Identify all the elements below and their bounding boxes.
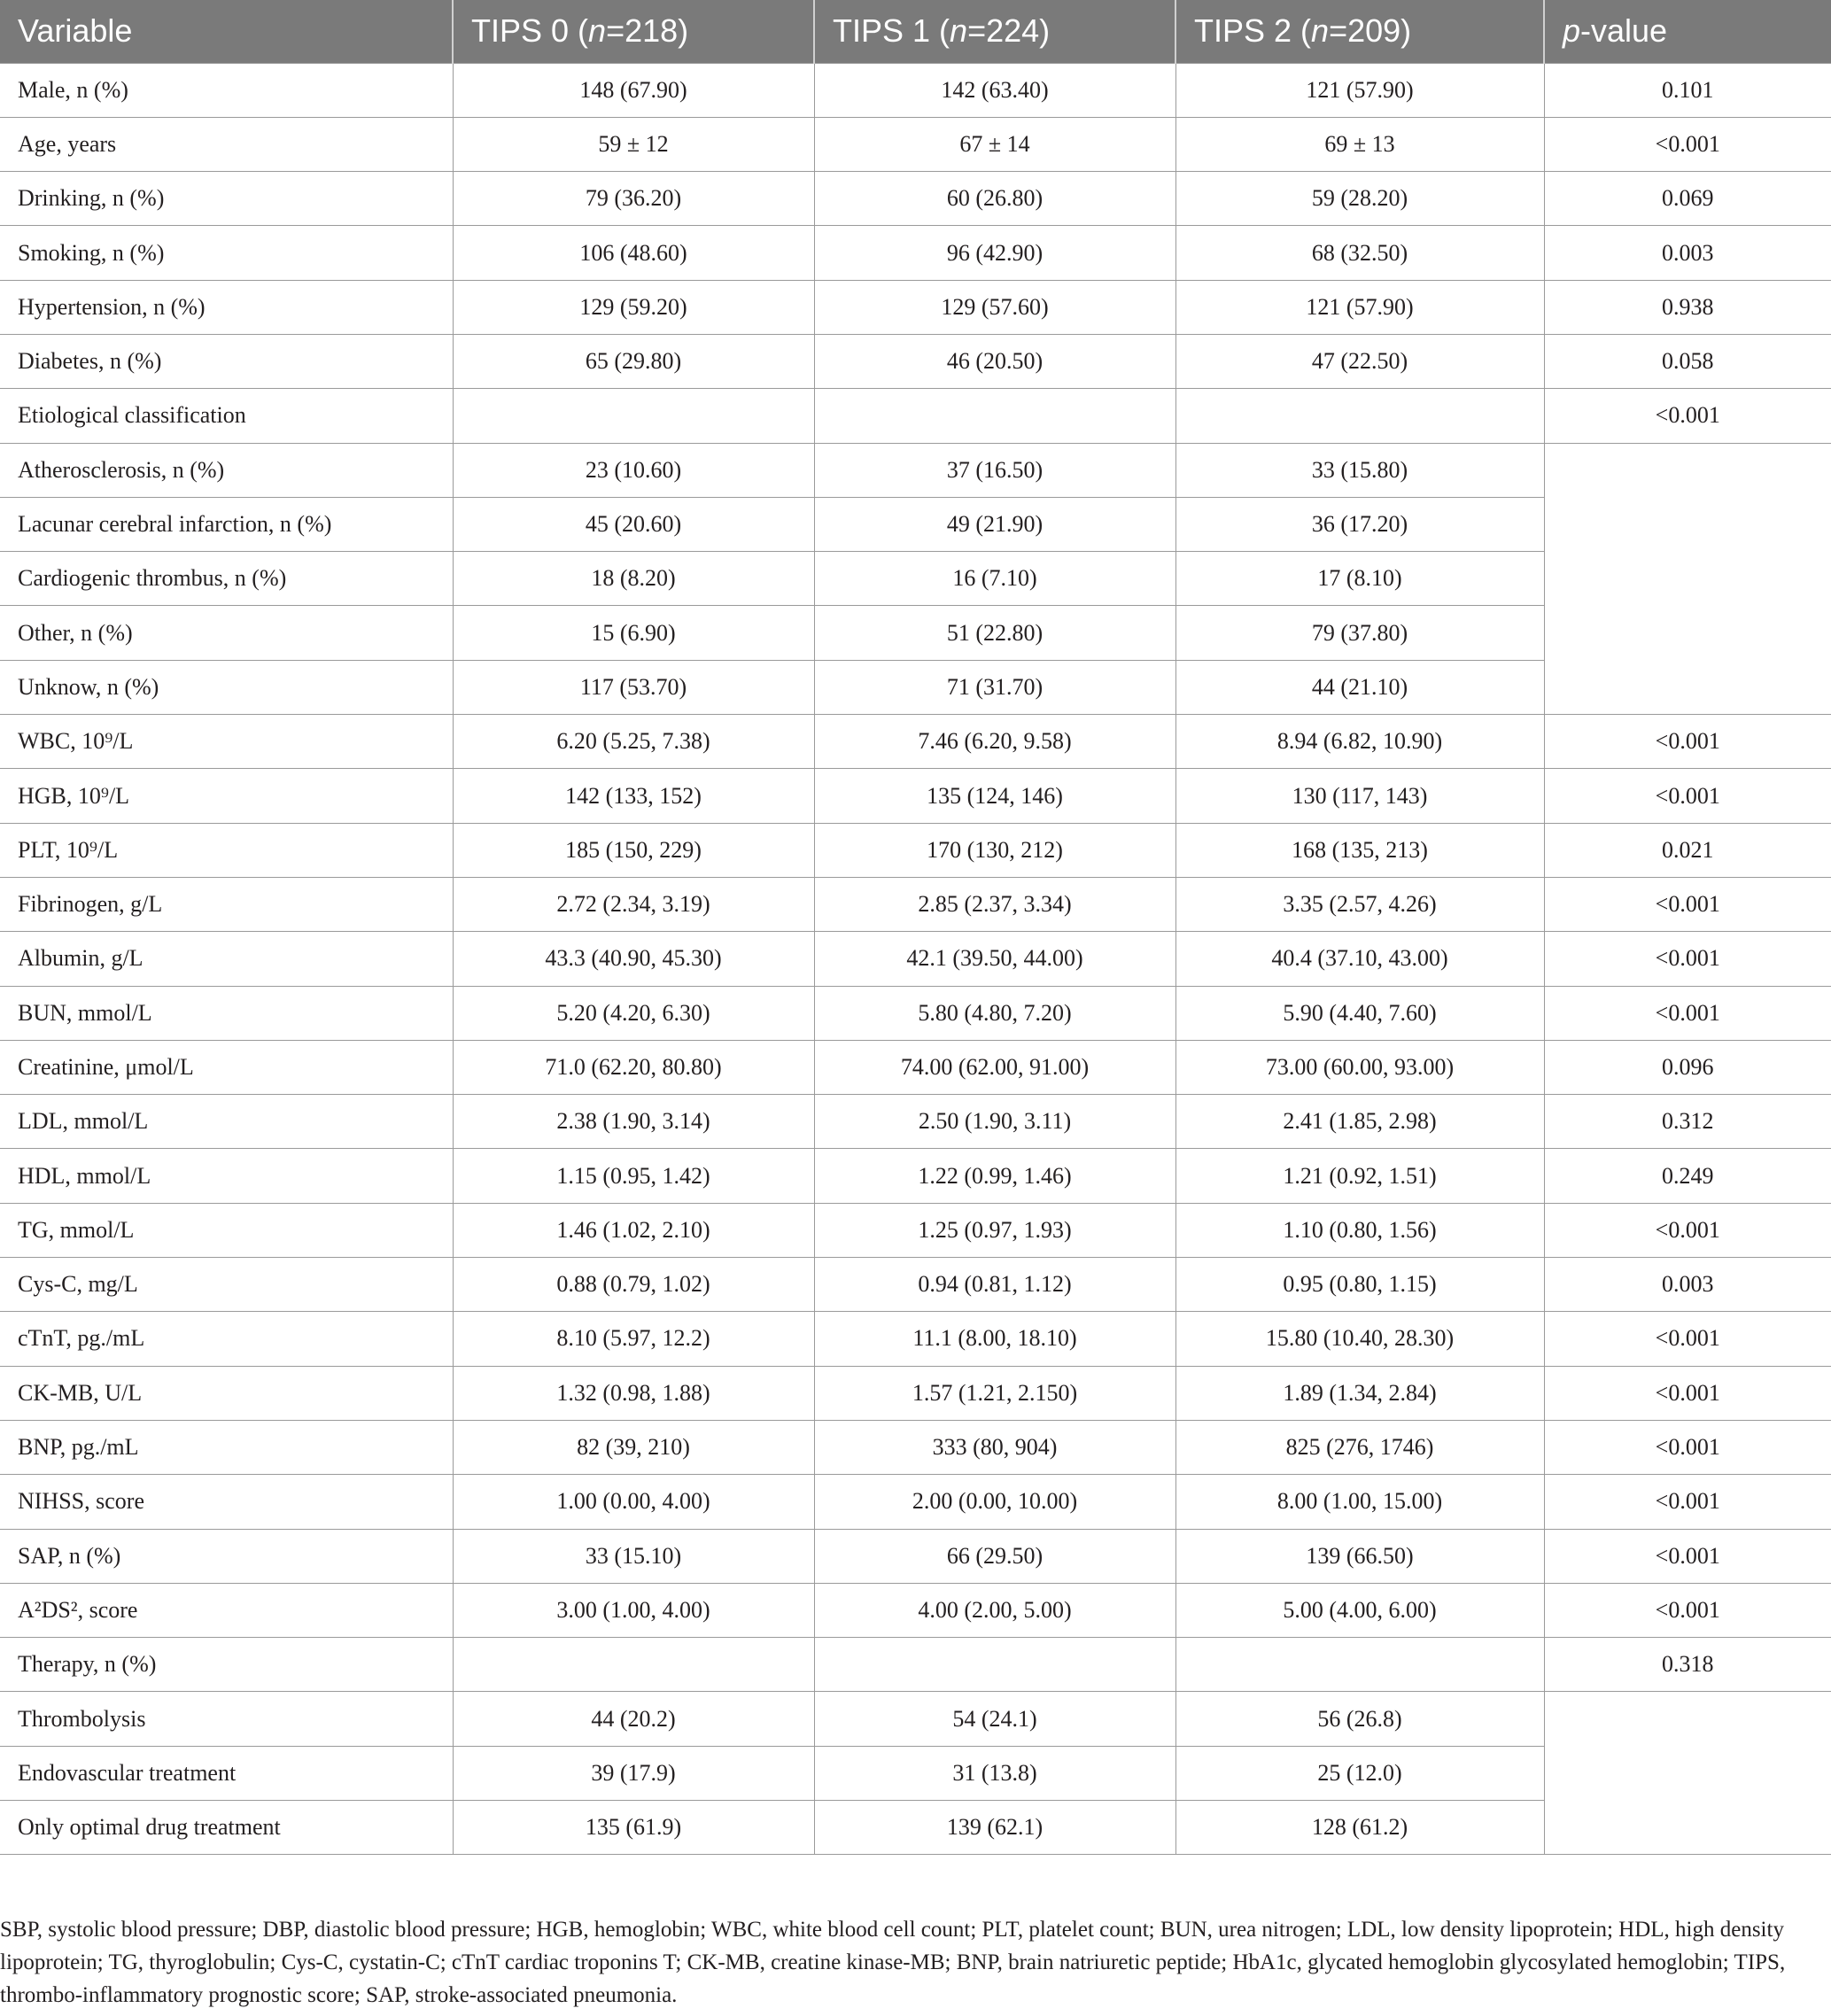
variable-cell: TG, mmol/L (0, 1203, 453, 1257)
p-value-cell: <0.001 (1544, 1312, 1831, 1366)
variable-cell: Smoking, n (%) (0, 226, 453, 280)
table-row (0, 606, 1831, 660)
p-value-cell (1544, 1746, 1831, 1800)
tips0-cell: 44 (20.2) (453, 1692, 814, 1746)
p-value-cell: 0.003 (1544, 226, 1831, 280)
tips0-cell (453, 1638, 814, 1692)
variable-cell: BUN, mmol/L (0, 986, 453, 1040)
tips2-cell: 25 (12.0) (1175, 1746, 1544, 1800)
tips0-cell: 1.46 (1.02, 2.10) (453, 1203, 814, 1257)
tips0-cell: 1.15 (0.95, 1.42) (453, 1149, 814, 1203)
table-row (0, 226, 1831, 280)
tips2-cell: 168 (135, 213) (1175, 823, 1544, 877)
tips1-cell: 1.25 (0.97, 1.93) (814, 1203, 1175, 1257)
p-value-cell: <0.001 (1544, 1420, 1831, 1474)
variable-cell: Albumin, g/L (0, 932, 453, 986)
p-value-cell: 0.318 (1544, 1638, 1831, 1692)
table-row (0, 389, 1831, 443)
p-value-cell: <0.001 (1544, 1475, 1831, 1529)
tips1-cell: 1.57 (1.21, 2.150) (814, 1366, 1175, 1420)
tips0-cell: 2.72 (2.34, 3.19) (453, 877, 814, 931)
tips0-cell: 45 (20.60) (453, 497, 814, 551)
p-value-cell: <0.001 (1544, 877, 1831, 931)
tips1-cell: 11.1 (8.00, 18.10) (814, 1312, 1175, 1366)
tips1-cell: 66 (29.50) (814, 1529, 1175, 1583)
tips1-cell: 71 (31.70) (814, 660, 1175, 714)
table-row (0, 1801, 1831, 1855)
tips2-cell: 36 (17.20) (1175, 497, 1544, 551)
tips2-cell: 128 (61.2) (1175, 1801, 1544, 1855)
variable-cell: Drinking, n (%) (0, 172, 453, 226)
table-row (0, 1529, 1831, 1583)
p-value-cell: <0.001 (1544, 1203, 1831, 1257)
tips1-cell: 5.80 (4.80, 7.20) (814, 986, 1175, 1040)
p-value-cell: 0.249 (1544, 1149, 1831, 1203)
tips2-cell: 1.89 (1.34, 2.84) (1175, 1366, 1544, 1420)
tips1-cell: 31 (13.8) (814, 1746, 1175, 1800)
table-row (0, 1692, 1831, 1746)
tips0-cell: 1.00 (0.00, 4.00) (453, 1475, 814, 1529)
tips0-cell: 106 (48.60) (453, 226, 814, 280)
variable-cell: CK-MB, U/L (0, 1366, 453, 1420)
table-row (0, 1420, 1831, 1474)
p-value-cell: 0.003 (1544, 1258, 1831, 1312)
tips0-cell: 43.3 (40.90, 45.30) (453, 932, 814, 986)
tips1-cell: 2.50 (1.90, 3.11) (814, 1095, 1175, 1149)
table-row (0, 877, 1831, 931)
tips2-cell: 8.94 (6.82, 10.90) (1175, 715, 1544, 769)
variable-cell: Etiological classification (0, 389, 453, 443)
p-value-cell (1544, 497, 1831, 551)
variable-cell: Therapy, n (%) (0, 1638, 453, 1692)
variable-cell: NIHSS, score (0, 1475, 453, 1529)
p-value-cell: 0.021 (1544, 823, 1831, 877)
tips2-cell: 8.00 (1.00, 15.00) (1175, 1475, 1544, 1529)
variable-cell: Hypertension, n (%) (0, 280, 453, 334)
tips1-cell: 135 (124, 146) (814, 769, 1175, 823)
table-row (0, 1638, 1831, 1692)
column-header: Variable (0, 0, 453, 63)
variable-cell: SAP, n (%) (0, 1529, 453, 1583)
tips2-cell: 73.00 (60.00, 93.00) (1175, 1040, 1544, 1094)
tips2-cell: 40.4 (37.10, 43.00) (1175, 932, 1544, 986)
table-row (0, 823, 1831, 877)
tips0-cell: 129 (59.20) (453, 280, 814, 334)
p-value-cell: <0.001 (1544, 117, 1831, 171)
variable-cell: HGB, 10⁹/L (0, 769, 453, 823)
tips2-cell: 59 (28.20) (1175, 172, 1544, 226)
tips1-cell: 67 ± 14 (814, 117, 1175, 171)
p-value-cell: <0.001 (1544, 1529, 1831, 1583)
tips0-cell: 65 (29.80) (453, 334, 814, 388)
table-row (0, 334, 1831, 388)
tips2-cell: 0.95 (0.80, 1.15) (1175, 1258, 1544, 1312)
tips0-cell: 148 (67.90) (453, 63, 814, 117)
p-value-cell: <0.001 (1544, 389, 1831, 443)
tips1-cell: 2.00 (0.00, 10.00) (814, 1475, 1175, 1529)
variable-cell: BNP, pg./mL (0, 1420, 453, 1474)
p-value-cell (1544, 443, 1831, 497)
variable-cell: Only optimal drug treatment (0, 1801, 453, 1855)
tips0-cell: 0.88 (0.79, 1.02) (453, 1258, 814, 1312)
p-value-cell: <0.001 (1544, 986, 1831, 1040)
tips2-cell: 3.35 (2.57, 4.26) (1175, 877, 1544, 931)
variable-cell: WBC, 10⁹/L (0, 715, 453, 769)
tips0-cell: 79 (36.20) (453, 172, 814, 226)
tips0-cell: 117 (53.70) (453, 660, 814, 714)
variable-cell: PLT, 10⁹/L (0, 823, 453, 877)
tips2-cell: 69 ± 13 (1175, 117, 1544, 171)
p-value-cell: <0.001 (1544, 769, 1831, 823)
tips2-cell: 17 (8.10) (1175, 552, 1544, 606)
table-row (0, 1583, 1831, 1637)
tips1-cell: 74.00 (62.00, 91.00) (814, 1040, 1175, 1094)
p-value-cell: <0.001 (1544, 1366, 1831, 1420)
tips1-cell: 2.85 (2.37, 3.34) (814, 877, 1175, 931)
table-row (0, 497, 1831, 551)
tips1-cell: 51 (22.80) (814, 606, 1175, 660)
tips2-cell: 33 (15.80) (1175, 443, 1544, 497)
variable-cell: Cardiogenic thrombus, n (%) (0, 552, 453, 606)
tips1-cell: 16 (7.10) (814, 552, 1175, 606)
table-row (0, 443, 1831, 497)
tips0-cell: 33 (15.10) (453, 1529, 814, 1583)
table-row (0, 1149, 1831, 1203)
tips2-cell: 1.10 (0.80, 1.56) (1175, 1203, 1544, 1257)
tips1-cell (814, 1638, 1175, 1692)
tips1-cell: 7.46 (6.20, 9.58) (814, 715, 1175, 769)
tips0-cell: 2.38 (1.90, 3.14) (453, 1095, 814, 1149)
variable-cell: Diabetes, n (%) (0, 334, 453, 388)
variable-cell: Fibrinogen, g/L (0, 877, 453, 931)
table-row (0, 1203, 1831, 1257)
header-row (0, 0, 1831, 63)
table-row (0, 1040, 1831, 1094)
variable-cell: Thrombolysis (0, 1692, 453, 1746)
p-value-cell (1544, 1692, 1831, 1746)
tips2-cell: 1.21 (0.92, 1.51) (1175, 1149, 1544, 1203)
p-value-cell: <0.001 (1544, 1583, 1831, 1637)
variable-cell: Atherosclerosis, n (%) (0, 443, 453, 497)
tips2-cell: 121 (57.90) (1175, 280, 1544, 334)
column-header: TIPS 2 (n=209) (1175, 0, 1544, 63)
p-value-cell: 0.101 (1544, 63, 1831, 117)
p-value-cell: 0.938 (1544, 280, 1831, 334)
tips1-cell: 129 (57.60) (814, 280, 1175, 334)
variable-cell: Other, n (%) (0, 606, 453, 660)
tips1-cell: 142 (63.40) (814, 63, 1175, 117)
table-footnote: SBP, systolic blood pressure; DBP, diastolic blood pressure; HGB, hemoglobin; WBC, white blood cell count; PLT, platelet count; BUN, urea nitrogen; LDL, low density lipoprotein; HDL, high density lipoprotein; TG, thyroglobulin; Cys-C, cystatin-C; cTnT cardiac troponins T; CK-MB, creatine kinase-MB; BNP, brain natriuretic peptide; HbA1c, glycated hemoglobin glycosylated hemoglobin; TIPS, thrombo-inflammatory prognostic score; SAP, stroke-associated pneumonia. (0, 1918, 1786, 2007)
p-value-cell (1544, 660, 1831, 714)
column-header: TIPS 0 (n=218) (453, 0, 814, 63)
variable-cell: Male, n (%) (0, 63, 453, 117)
tips2-cell: 825 (276, 1746) (1175, 1420, 1544, 1474)
tips1-cell: 4.00 (2.00, 5.00) (814, 1583, 1175, 1637)
p-value-cell: 0.096 (1544, 1040, 1831, 1094)
tips1-cell: 139 (62.1) (814, 1801, 1175, 1855)
tips0-cell (453, 389, 814, 443)
variable-cell: Endovascular treatment (0, 1746, 453, 1800)
table-row (0, 1746, 1831, 1800)
tips0-cell: 71.0 (62.20, 80.80) (453, 1040, 814, 1094)
tips2-cell: 44 (21.10) (1175, 660, 1544, 714)
table-row (0, 986, 1831, 1040)
tips0-cell: 3.00 (1.00, 4.00) (453, 1583, 814, 1637)
tips2-cell: 121 (57.90) (1175, 63, 1544, 117)
tips0-cell: 135 (61.9) (453, 1801, 814, 1855)
tips0-cell: 6.20 (5.25, 7.38) (453, 715, 814, 769)
tips1-cell: 49 (21.90) (814, 497, 1175, 551)
tips0-cell: 5.20 (4.20, 6.30) (453, 986, 814, 1040)
tips1-cell: 1.22 (0.99, 1.46) (814, 1149, 1175, 1203)
tips0-cell: 185 (150, 229) (453, 823, 814, 877)
tips0-cell: 23 (10.60) (453, 443, 814, 497)
p-value-cell (1544, 1801, 1831, 1855)
tips2-cell: 15.80 (10.40, 28.30) (1175, 1312, 1544, 1366)
tips0-cell: 59 ± 12 (453, 117, 814, 171)
table-row (0, 715, 1831, 769)
tips0-cell: 39 (17.9) (453, 1746, 814, 1800)
column-header: TIPS 1 (n=224) (814, 0, 1175, 63)
tips0-cell: 18 (8.20) (453, 552, 814, 606)
tips0-cell: 8.10 (5.97, 12.2) (453, 1312, 814, 1366)
variable-cell: HDL, mmol/L (0, 1149, 453, 1203)
table-row (0, 552, 1831, 606)
table-row (0, 117, 1831, 171)
tips2-cell: 79 (37.80) (1175, 606, 1544, 660)
tips1-cell: 42.1 (39.50, 44.00) (814, 932, 1175, 986)
p-value-cell: <0.001 (1544, 715, 1831, 769)
tips2-cell: 68 (32.50) (1175, 226, 1544, 280)
tips1-cell: 46 (20.50) (814, 334, 1175, 388)
variable-cell: Unknow, n (%) (0, 660, 453, 714)
table-row (0, 1095, 1831, 1149)
tips2-cell: 2.41 (1.85, 2.98) (1175, 1095, 1544, 1149)
tips2-cell: 5.00 (4.00, 6.00) (1175, 1583, 1544, 1637)
tips1-cell: 54 (24.1) (814, 1692, 1175, 1746)
table-row (0, 63, 1831, 117)
p-value-cell (1544, 552, 1831, 606)
tips0-cell: 142 (133, 152) (453, 769, 814, 823)
table-row (0, 1475, 1831, 1529)
column-header: p-value (1544, 0, 1831, 63)
variable-cell: cTnT, pg./mL (0, 1312, 453, 1366)
tips1-cell: 60 (26.80) (814, 172, 1175, 226)
table-row (0, 280, 1831, 334)
p-value-cell: 0.058 (1544, 334, 1831, 388)
table-body (0, 63, 1831, 1855)
tips0-cell: 82 (39, 210) (453, 1420, 814, 1474)
tips2-cell (1175, 1638, 1544, 1692)
p-value-cell: 0.069 (1544, 172, 1831, 226)
tips1-cell: 37 (16.50) (814, 443, 1175, 497)
table-row (0, 932, 1831, 986)
table-row (0, 1258, 1831, 1312)
variable-cell: Age, years (0, 117, 453, 171)
tips2-cell: 5.90 (4.40, 7.60) (1175, 986, 1544, 1040)
tips1-cell (814, 389, 1175, 443)
table-row (0, 769, 1831, 823)
variable-cell: Cys-C, mg/L (0, 1258, 453, 1312)
table-row (0, 660, 1831, 714)
tips1-cell: 170 (130, 212) (814, 823, 1175, 877)
tips2-cell (1175, 389, 1544, 443)
table-row (0, 1312, 1831, 1366)
tips1-cell: 0.94 (0.81, 1.12) (814, 1258, 1175, 1312)
tips2-cell: 47 (22.50) (1175, 334, 1544, 388)
variable-cell: Creatinine, μmol/L (0, 1040, 453, 1094)
variable-cell: A²DS², score (0, 1583, 453, 1637)
variable-cell: LDL, mmol/L (0, 1095, 453, 1149)
tips0-cell: 15 (6.90) (453, 606, 814, 660)
variable-cell: Lacunar cerebral infarction, n (%) (0, 497, 453, 551)
table-row (0, 172, 1831, 226)
tips2-cell: 56 (26.8) (1175, 1692, 1544, 1746)
tips1-cell: 333 (80, 904) (814, 1420, 1175, 1474)
p-value-cell (1544, 606, 1831, 660)
p-value-cell: 0.312 (1544, 1095, 1831, 1149)
tips1-cell: 96 (42.90) (814, 226, 1175, 280)
p-value-cell: <0.001 (1544, 932, 1831, 986)
tips2-cell: 130 (117, 143) (1175, 769, 1544, 823)
tips2-cell: 139 (66.50) (1175, 1529, 1544, 1583)
tips0-cell: 1.32 (0.98, 1.88) (453, 1366, 814, 1420)
table-row (0, 1366, 1831, 1420)
